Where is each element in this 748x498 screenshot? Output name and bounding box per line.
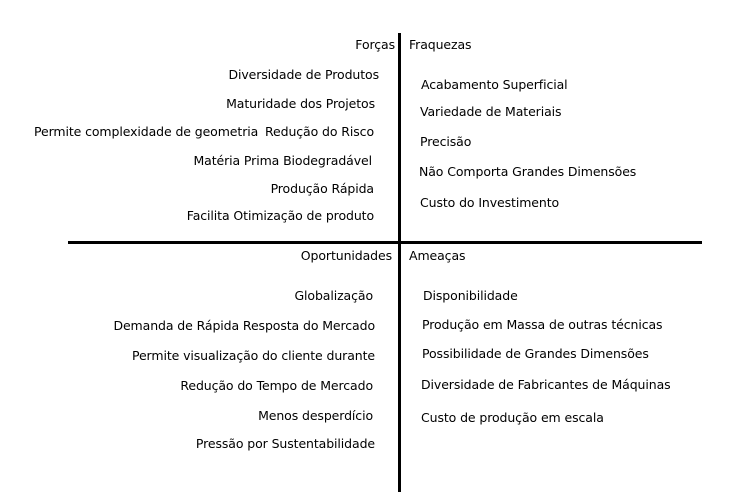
ameacas-item: Disponibilidade	[423, 288, 518, 303]
fraquezas-item: Não Comporta Grandes Dimensões	[419, 164, 637, 179]
oportunidades-item: Menos desperdício	[258, 408, 373, 423]
ameacas-item: Diversidade de Fabricantes de Máquinas	[421, 377, 671, 392]
fraquezas-item: Acabamento Superficial	[421, 77, 568, 92]
fraquezas-item: Precisão	[420, 134, 472, 149]
ameacas-item: Possibilidade de Grandes Dimensões	[422, 346, 649, 361]
horizontal-axis-line	[68, 241, 702, 244]
forcas-title: Forças	[355, 37, 395, 52]
forcas-item: Permite complexidade de geometria	[34, 124, 259, 139]
forcas-item: Diversidade de Produtos	[228, 67, 379, 82]
forcas-item: Matéria Prima Biodegradável	[193, 153, 372, 168]
oportunidades-item: Redução do Tempo de Mercado	[180, 378, 373, 393]
ameacas-title: Ameaças	[409, 248, 466, 263]
forcas-item: Redução do Risco	[265, 124, 374, 139]
oportunidades-item: Demanda de Rápida Resposta do Mercado	[113, 318, 375, 333]
oportunidades-item: Globalização	[294, 288, 373, 303]
forcas-item: Facilita Otimização de produto	[186, 208, 374, 223]
ameacas-item: Custo de produção em escala	[421, 410, 604, 425]
fraquezas-item: Custo do Investimento	[420, 195, 560, 210]
oportunidades-item: Permite visualização do cliente durante	[131, 348, 375, 363]
vertical-axis-line	[398, 33, 401, 492]
forcas-item: Maturidade dos Projetos	[226, 96, 375, 111]
oportunidades-title: Oportunidades	[300, 248, 392, 263]
forcas-item: Produção Rápida	[270, 181, 374, 196]
fraquezas-item: Variedade de Materiais	[420, 104, 562, 119]
ameacas-item: Produção em Massa de outras técnicas	[422, 317, 663, 332]
fraquezas-title: Fraquezas	[409, 37, 472, 52]
oportunidades-item: Pressão por Sustentabilidade	[195, 436, 375, 451]
